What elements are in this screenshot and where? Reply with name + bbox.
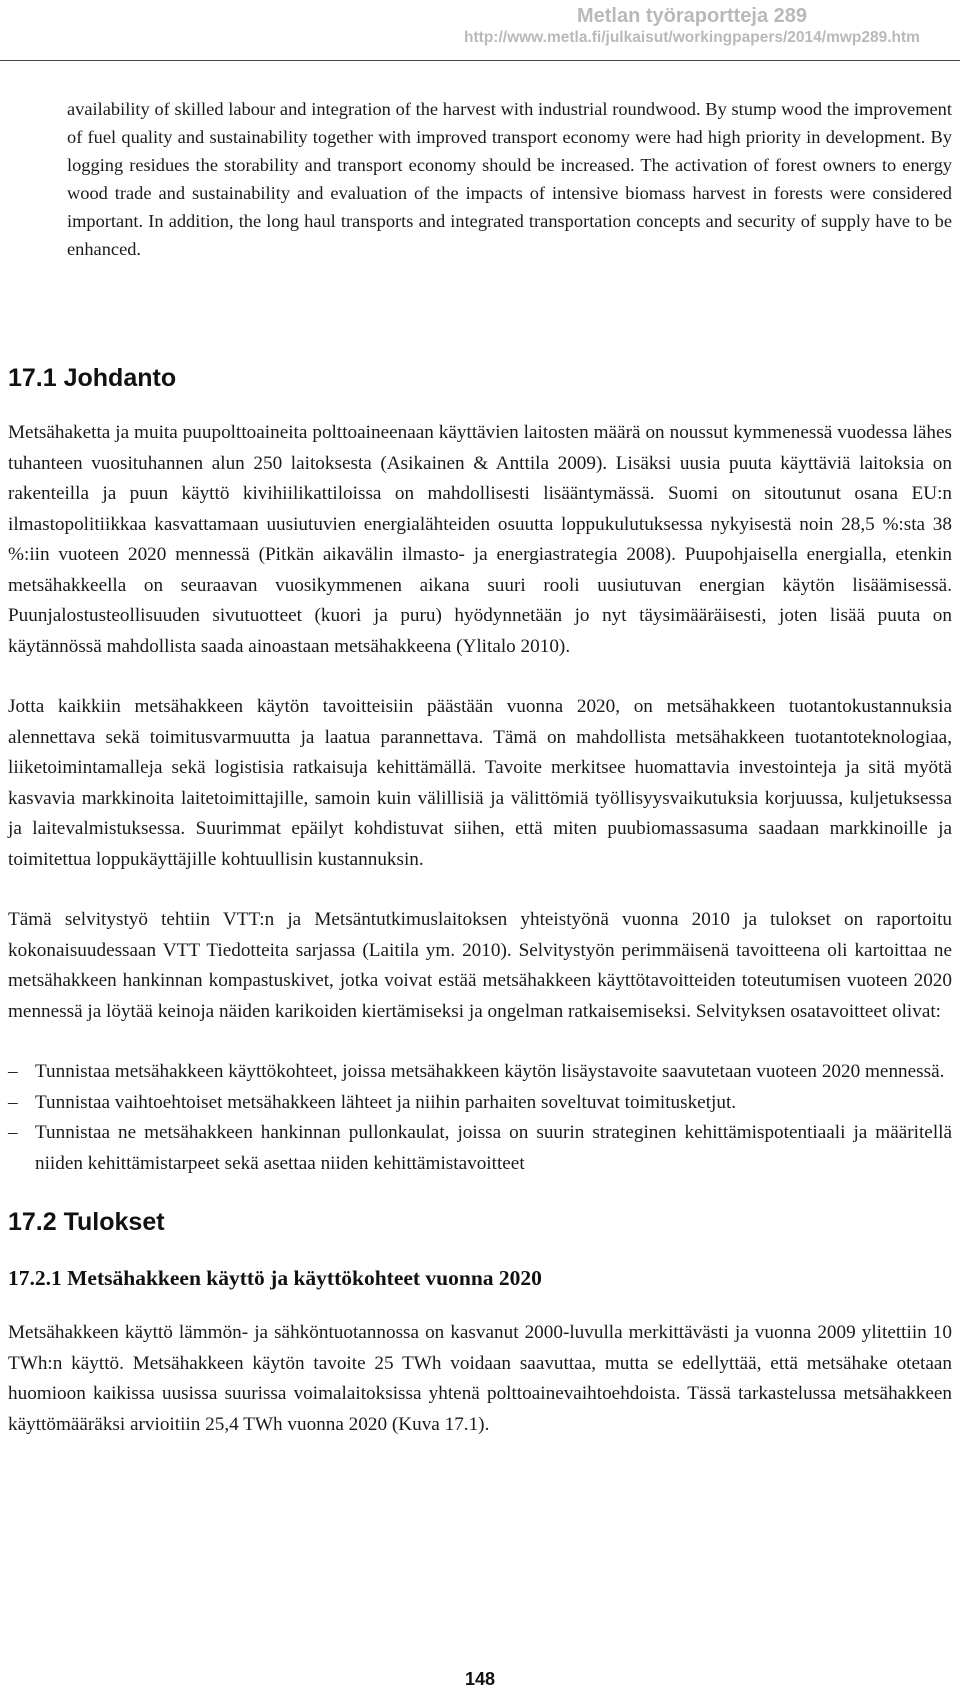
series-url-link[interactable]: http://www.metla.fi/julkaisut/workingpapers/2014/mwp289.htm: [464, 29, 920, 46]
list-item: [8, 1088, 952, 1119]
running-header: [432, 4, 952, 48]
section-heading-tulokset: 17.2 Tulokset: [8, 1208, 165, 1236]
subsection-heading: 17.2.1 Metsähakkeen käyttö ja käyttökohteet vuonna 2020: [8, 1266, 542, 1290]
dash-bullet: –: [8, 1122, 18, 1143]
abstract-paragraph: availability of skilled labour and integration of the harvest with industrial roundwood. By stump wood the improvement of fuel quality and sustainability together with improved transport economy were had high priority in development. By logging residues the storability and transport economy should be increased. The activation of forest owners to energy wood trade and sustainability and evaluation of the impacts of intensive biomass harvest in forests were considered important. In addition, the long haul transports and integrated transportation concepts and security of supply have to be enhanced.: [67, 99, 952, 259]
list-item-text: Tunnistaa vaihtoehtoiset metsähakkeen lähteet ja niihin parhaiten soveltuvat toimitusketjut.: [35, 1091, 737, 1113]
dash-bullet: –: [8, 1061, 18, 1082]
page-number: 148: [464, 1669, 496, 1689]
body-paragraph: Metsähakkeen käyttö lämmön- ja sähköntuotannossa on kasvanut 2000-luvulla merkittävästi ja vuonna 2009 ylitettiin 10 TWh:n käyttö. Metsähakkeen käytön tavoite 25 TWh voidaan saavuttaa, mutta se edellyttää, että metsähake otetaan huomioon kaikissa uusissa suurissa voimalaitoksissa yhtenä polttoainevaihtoehdoista. Tässä tarkastelussa metsähakkeen käyttömääräksi arvioitiin 25,4 TWh vuonna 2020 (Kuva 17.1).: [8, 1322, 952, 1435]
body-paragraph: Jotta kaikkiin metsähakkeen käytön tavoitteisiin päästään vuonna 2020, on metsähakkeen tuotantokustannuksia alennettava sekä toimitusvarmuutta ja laatua parannettava. Tämä on mahdollista metsähakkeen tuotantoteknologiaa, liiketoimintamalleja sekä logistisia ratkaisuja kehittämällä. Tavoite merkitsee huomattavia investointeja ja sitä myötä kasvavia markkinoita laitetoimittajille, samoin kuin välillisiä ja välittömiä työllisyysvaikutuksia korjuussa, kuljetuksessa ja laitevalmistuksessa. Suurimmat epäilyt kohdistuvat siihen, että miten puubiomassasuma saadaan markkinoille ja toimitettua loppukäyttäjille kohtuullisin kustannuksin.: [8, 696, 952, 870]
section-heading-johdanto: 17.1 Johdanto: [8, 364, 177, 392]
list-item: [8, 1118, 952, 1179]
body-paragraph: Metsähaketta ja muita puupolttoaineita polttoaineenaan käyttävien laitosten määrä on noussut kymmenessä vuodessa lähes tuhanteen vuosituhannen alun 250 laitoksesta (Asikainen & Anttila 2009). Lisäksi uusia puuta käyttäviä laitoksia on rakenteilla ja puun käyttö kivihiilikattiloissa on mahdollisesti lisääntymässä. Suomi on sitoutunut osana EU:n ilmastopolitiikkaa kasvattamaan uusiutuvien energialähteiden osuutta loppukulutuksessa nykyisestä noin 28,5 %:sta 38 %:iin vuoteen 2020 mennessä (Pitkän aikavälin ilmasto- ja energiastrategia 2008). Puupohjaisella energialla, etenkin metsähakkeella on seuraavan vuosikymmenen aikana suuri rooli uusiutuvan energian käytön lisäämisessä. Puunjalostusteollisuuden sivutuotteet (kuori ja puru) hyödynnetään jo nyt täysimääräisesti, joten lisää puuta on käytännössä mahdollista saada ainoastaan metsähakkeena (Ylitalo 2010).: [8, 422, 952, 657]
main-content: [8, 363, 952, 1470]
list-item: [8, 1057, 952, 1088]
list-item-text: Tunnistaa metsähakkeen käyttökohteet, joissa metsähakkeen käytön lisäystavoite saavutetaan vuoteen 2020 mennessä.: [35, 1061, 945, 1082]
series-title: Metlan työraportteja 289: [576, 5, 808, 27]
list-item-text: Tunnistaa ne metsähakkeen hankinnan pullonkaulat, joissa on suurin strateginen kehittämispotentiaali ja määritellä niiden kehittämistarpeet sekä asettaa niiden kehittämistavoitteet: [35, 1122, 952, 1174]
objectives-list: [8, 1057, 952, 1179]
body-paragraph: Tämä selvitystyö tehtiin VTT:n ja Metsäntutkimuslaitoksen yhteistyönä vuonna 2010 ja tulokset on raportoitu kokonaisuudessaan VTT Tiedotteita sarjassa (Laitila ym. 2010). Selvitystyön perimmäisenä tavoitteena oli kartoittaa ne metsähakkeen hankinnan kompastuskivet, jotka voivat estää metsähakkeen käyttötavoitteiden toteutumisen vuoteen 2020 mennessä ja löytää keinoja näiden karikoiden kiertämiseksi ja ongelman ratkaisemiseksi. Selvityksen osatavoitteet olivat:: [8, 909, 952, 1022]
dash-bullet: –: [8, 1091, 18, 1113]
header-divider: [0, 60, 960, 61]
